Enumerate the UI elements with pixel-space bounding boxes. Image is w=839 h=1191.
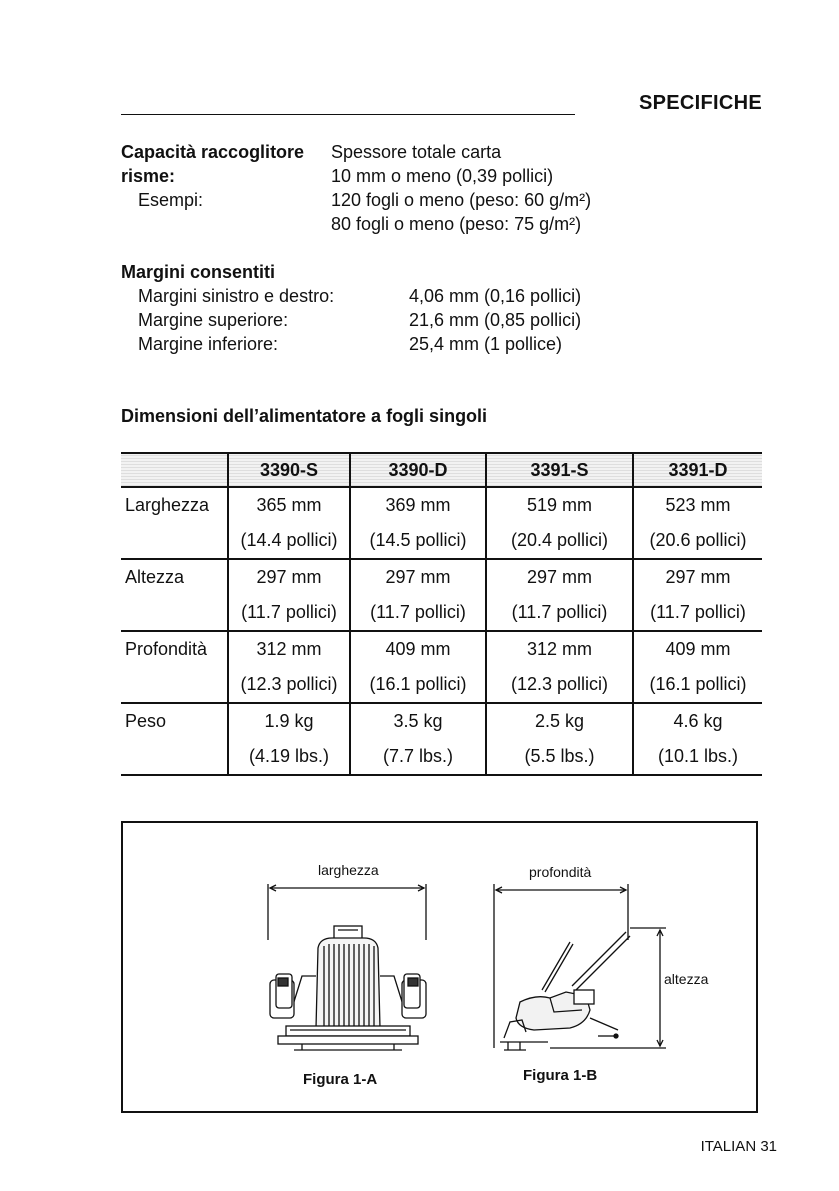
cell-imperial: (4.19 lbs.) bbox=[228, 739, 350, 775]
cell-imperial: (16.1 pollici) bbox=[350, 667, 486, 703]
column-header: 3391-D bbox=[633, 453, 762, 487]
table-row bbox=[121, 595, 762, 631]
sheet-feeder-side-illustration bbox=[490, 880, 670, 1055]
table-row bbox=[121, 559, 762, 595]
cell-imperial: (20.4 pollici) bbox=[486, 523, 633, 559]
cell-metric: 297 mm bbox=[228, 559, 350, 595]
table-header-row bbox=[121, 453, 762, 487]
cell-metric: 409 mm bbox=[350, 631, 486, 667]
cell-imperial: (11.7 pollici) bbox=[350, 595, 486, 631]
page-footer: ITALIAN 31 bbox=[700, 1138, 777, 1155]
table-row bbox=[121, 703, 762, 739]
capacity-label-line2: risme: bbox=[121, 166, 176, 186]
height-label: altezza bbox=[664, 971, 709, 987]
header-rule bbox=[121, 114, 575, 115]
column-header: 3391-S bbox=[486, 453, 633, 487]
cell-metric: 369 mm bbox=[350, 487, 486, 523]
column-header: 3390-D bbox=[350, 453, 486, 487]
dimensions-table bbox=[121, 452, 762, 776]
table-row bbox=[121, 487, 762, 523]
section-title: SPECIFICHE bbox=[638, 92, 762, 114]
cell-imperial: (10.1 lbs.) bbox=[633, 739, 762, 775]
examples-label: Esempi: bbox=[138, 190, 204, 210]
cell-imperial: (16.1 pollici) bbox=[633, 667, 762, 703]
sheet-feeder-front-illustration bbox=[262, 880, 434, 1055]
cell-imperial: (20.6 pollici) bbox=[633, 523, 762, 559]
margin-label: Margine inferiore: bbox=[138, 334, 279, 354]
cell-imperial: (7.7 lbs.) bbox=[350, 739, 486, 775]
capacity-line3: 120 fogli o meno (peso: 60 g/m²) bbox=[331, 190, 592, 210]
margin-value: 21,6 mm (0,85 pollici) bbox=[409, 310, 582, 330]
cell-metric: 409 mm bbox=[633, 631, 762, 667]
cell-metric: 312 mm bbox=[228, 631, 350, 667]
dimensions-title: Dimensioni dell’alimentatore a fogli singoli bbox=[121, 406, 488, 426]
table-row bbox=[121, 523, 762, 559]
cell-imperial: (14.5 pollici) bbox=[350, 523, 486, 559]
cell-imperial: (11.7 pollici) bbox=[228, 595, 350, 631]
row-label: Peso bbox=[125, 711, 167, 731]
capacity-label-line1: Capacità raccoglitore bbox=[121, 142, 305, 162]
capacity-line1: Spessore totale carta bbox=[331, 142, 502, 162]
cell-imperial: (12.3 pollici) bbox=[486, 667, 633, 703]
cell-metric: 4.6 kg bbox=[633, 703, 762, 739]
margin-label: Margine superiore: bbox=[138, 310, 289, 330]
table-row bbox=[121, 739, 762, 775]
margin-value: 25,4 mm (1 pollice) bbox=[409, 334, 563, 354]
margin-value: 4,06 mm (0,16 pollici) bbox=[409, 286, 582, 306]
cell-metric: 297 mm bbox=[486, 559, 633, 595]
cell-metric: 1.9 kg bbox=[228, 703, 350, 739]
row-label: Profondità bbox=[125, 639, 208, 659]
cell-metric: 365 mm bbox=[228, 487, 350, 523]
cell-imperial: (11.7 pollici) bbox=[633, 595, 762, 631]
margin-label: Margini sinistro e destro: bbox=[138, 286, 335, 306]
table-corner bbox=[121, 453, 228, 487]
column-header: 3390-S bbox=[228, 453, 350, 487]
cell-metric: 3.5 kg bbox=[350, 703, 486, 739]
row-label: Altezza bbox=[125, 567, 185, 587]
cell-imperial: (14.4 pollici) bbox=[228, 523, 350, 559]
depth-label: profondità bbox=[529, 864, 592, 880]
table-row bbox=[121, 631, 762, 667]
capacity-line2: 10 mm o meno (0,39 pollici) bbox=[331, 166, 554, 186]
width-label: larghezza bbox=[318, 862, 379, 878]
cell-metric: 2.5 kg bbox=[486, 703, 633, 739]
figure-b-caption: Figura 1-B bbox=[523, 1067, 598, 1084]
cell-metric: 312 mm bbox=[486, 631, 633, 667]
cell-imperial: (12.3 pollici) bbox=[228, 667, 350, 703]
capacity-line4: 80 fogli o meno (peso: 75 g/m²) bbox=[331, 214, 582, 234]
cell-metric: 523 mm bbox=[633, 487, 762, 523]
margins-title: Margini consentiti bbox=[121, 262, 276, 282]
cell-metric: 519 mm bbox=[486, 487, 633, 523]
cell-metric: 297 mm bbox=[350, 559, 486, 595]
figure-a-caption: Figura 1-A bbox=[303, 1071, 378, 1088]
cell-imperial: (11.7 pollici) bbox=[486, 595, 633, 631]
table-row bbox=[121, 667, 762, 703]
cell-metric: 297 mm bbox=[633, 559, 762, 595]
cell-imperial: (5.5 lbs.) bbox=[486, 739, 633, 775]
row-label: Larghezza bbox=[125, 495, 210, 515]
